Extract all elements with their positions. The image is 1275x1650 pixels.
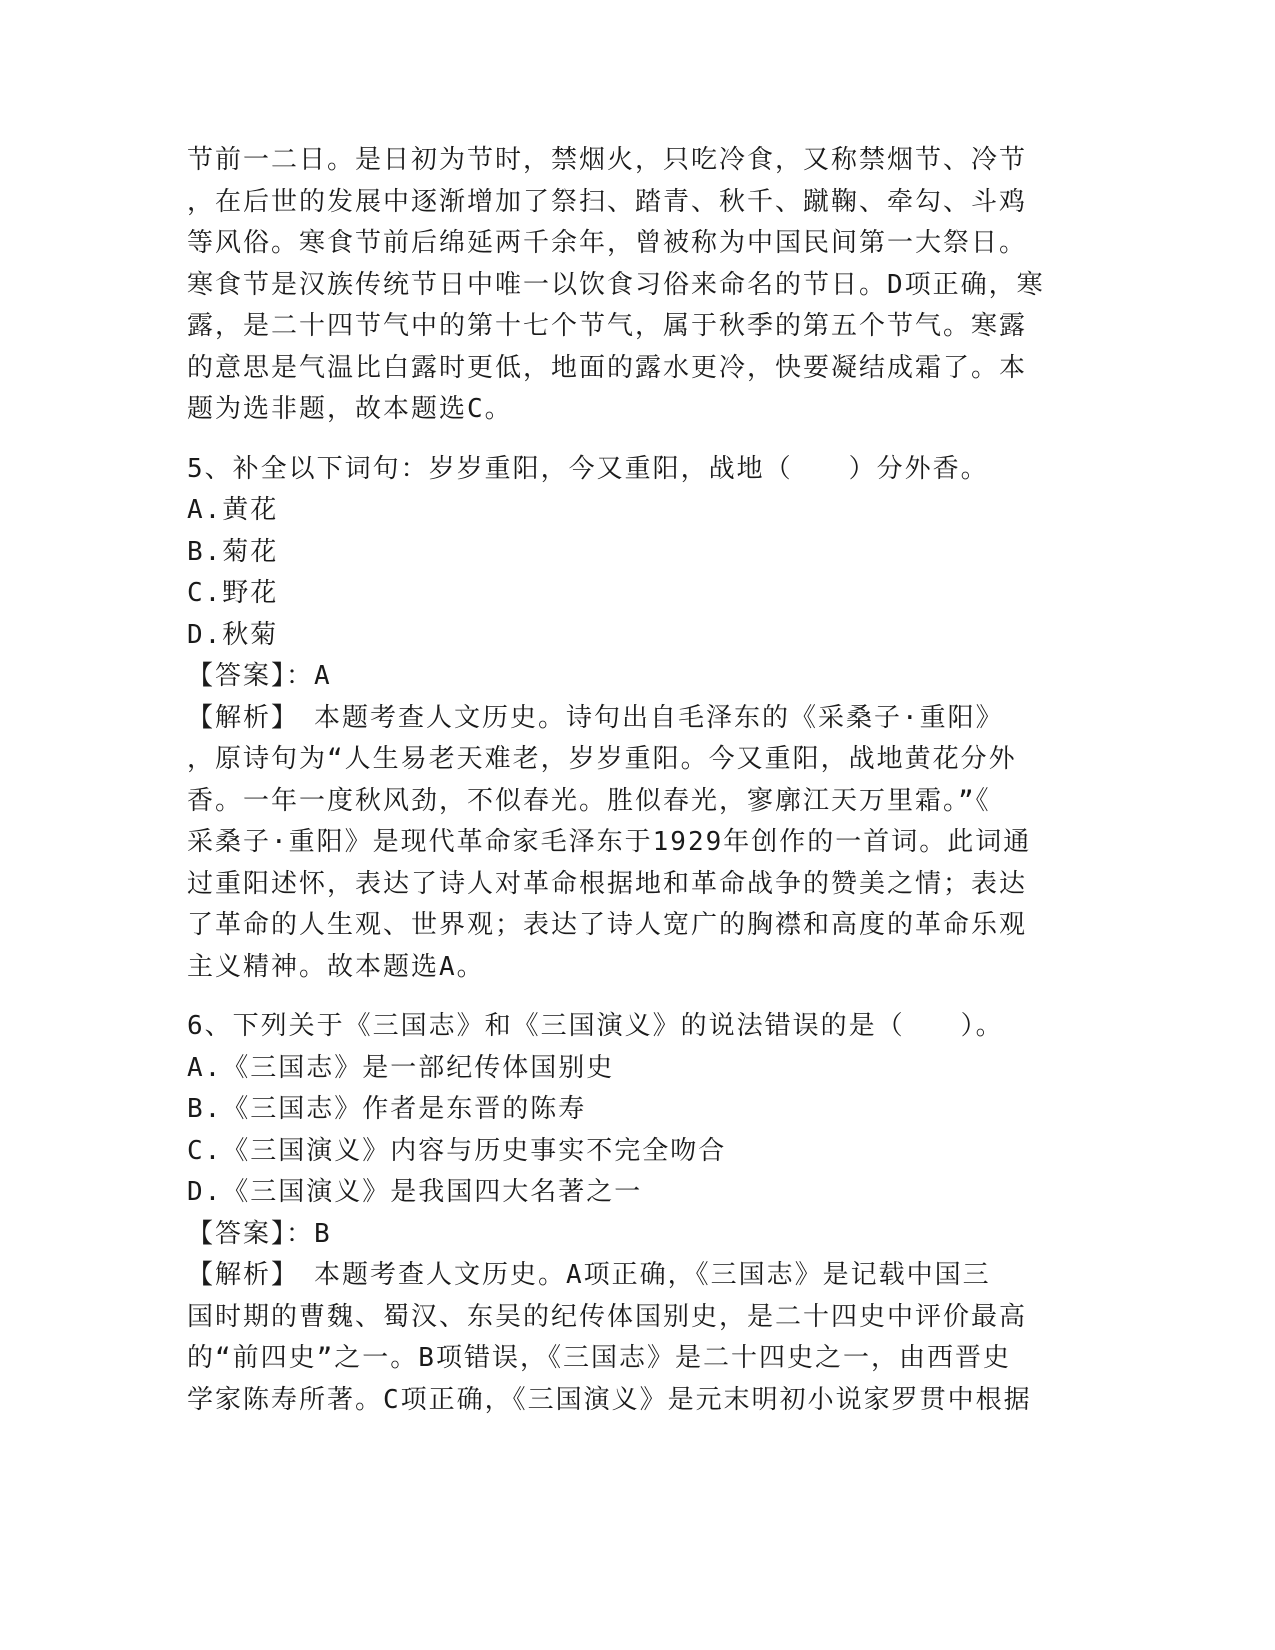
question-5 — [187, 449, 1077, 989]
document-body — [187, 140, 1077, 1421]
text-line: 寒食节是汉族传统节日中唯一以饮食习俗来命名的节日。D项正确，寒 — [187, 269, 1045, 300]
analysis-line: 香。一年一度秋风劲，不似春光。胜似春光，寥廓江天万里霜。”《 — [187, 785, 991, 816]
analysis-line: 采桑子·重阳》是现代革命家毛泽东于1929年创作的一首词。此词通 — [187, 827, 1032, 857]
answer-line: 【答案】：A — [187, 661, 332, 691]
analysis-line: 国时期的曹魏、蜀汉、东吴的纪传体国别史，是二十四史中评价最高 — [187, 1301, 1028, 1332]
text-line: 节前一二日。是日初为节时，禁烟火，只吃冷食，又称禁烟节、冷节 — [187, 145, 1028, 175]
text-line: ，在后世的发展中逐渐增加了祭扫、踏青、秋千、蹴鞠、牵勾、斗鸡 — [187, 186, 1028, 217]
answer-line: 【答案】：B — [187, 1218, 332, 1249]
text-line: 题为选非题，故本题选C。 — [187, 394, 513, 424]
option-a: A.黄花 — [187, 495, 279, 525]
option-a: A.《三国志》是一部纪传体国别史 — [187, 1052, 615, 1083]
option-c: C.野花 — [187, 578, 279, 608]
option-c: C.《三国演义》内容与历史事实不完全吻合 — [187, 1135, 727, 1166]
option-b: B.《三国志》作者是东晋的陈寿 — [187, 1094, 587, 1124]
analysis-line: 的“前四史”之一。B项错误，《三国志》是二十四史之一，由西晋史 — [187, 1343, 1011, 1373]
option-d: D.秋菊 — [187, 619, 279, 650]
option-d: D.《三国演义》是我国四大名著之一 — [187, 1177, 643, 1207]
analysis-line: 【解析】 本题考查人文历史。A项正确，《三国志》是记载中国三 — [187, 1260, 991, 1290]
analysis-line: 了革命的人生观、世界观；表达了诗人宽广的胸襟和高度的革命乐观 — [187, 910, 1028, 940]
text-line: 的意思是气温比白露时更低，地面的露水更冷，快要凝结成霜了。本 — [187, 352, 1028, 383]
question-stem: 5、补全以下词句：岁岁重阳，今又重阳，战地（ ）分外香。 — [187, 453, 989, 484]
analysis-line: 主义精神。故本题选A。 — [187, 951, 485, 982]
analysis-line: 学家陈寿所著。C项正确，《三国演义》是元末明初小说家罗贯中根据 — [187, 1384, 1032, 1415]
question-6 — [187, 1006, 1077, 1421]
question-stem: 6、下列关于《三国志》和《三国演义》的说法错误的是（ ）。 — [187, 1011, 1004, 1041]
text-line: 露，是二十四节气中的第十七个节气，属于秋季的第五个节气。寒露 — [187, 311, 1028, 341]
analysis-line: 过重阳述怀，表达了诗人对革命根据地和革命战争的赞美之情；表达 — [187, 868, 1028, 899]
analysis-line: ，原诗句为“人生易老天难老，岁岁重阳。今又重阳，战地黄花分外 — [187, 744, 1017, 774]
analysis-line: 【解析】 本题考查人文历史。诗句出自毛泽东的《采桑子·重阳》 — [187, 702, 1004, 733]
text-line: 等风俗。寒食节前后绵延两千余年，曾被称为中国民间第一大祭日。 — [187, 228, 1028, 258]
option-b: B.菊花 — [187, 536, 279, 567]
continuation-paragraph — [187, 140, 1077, 431]
